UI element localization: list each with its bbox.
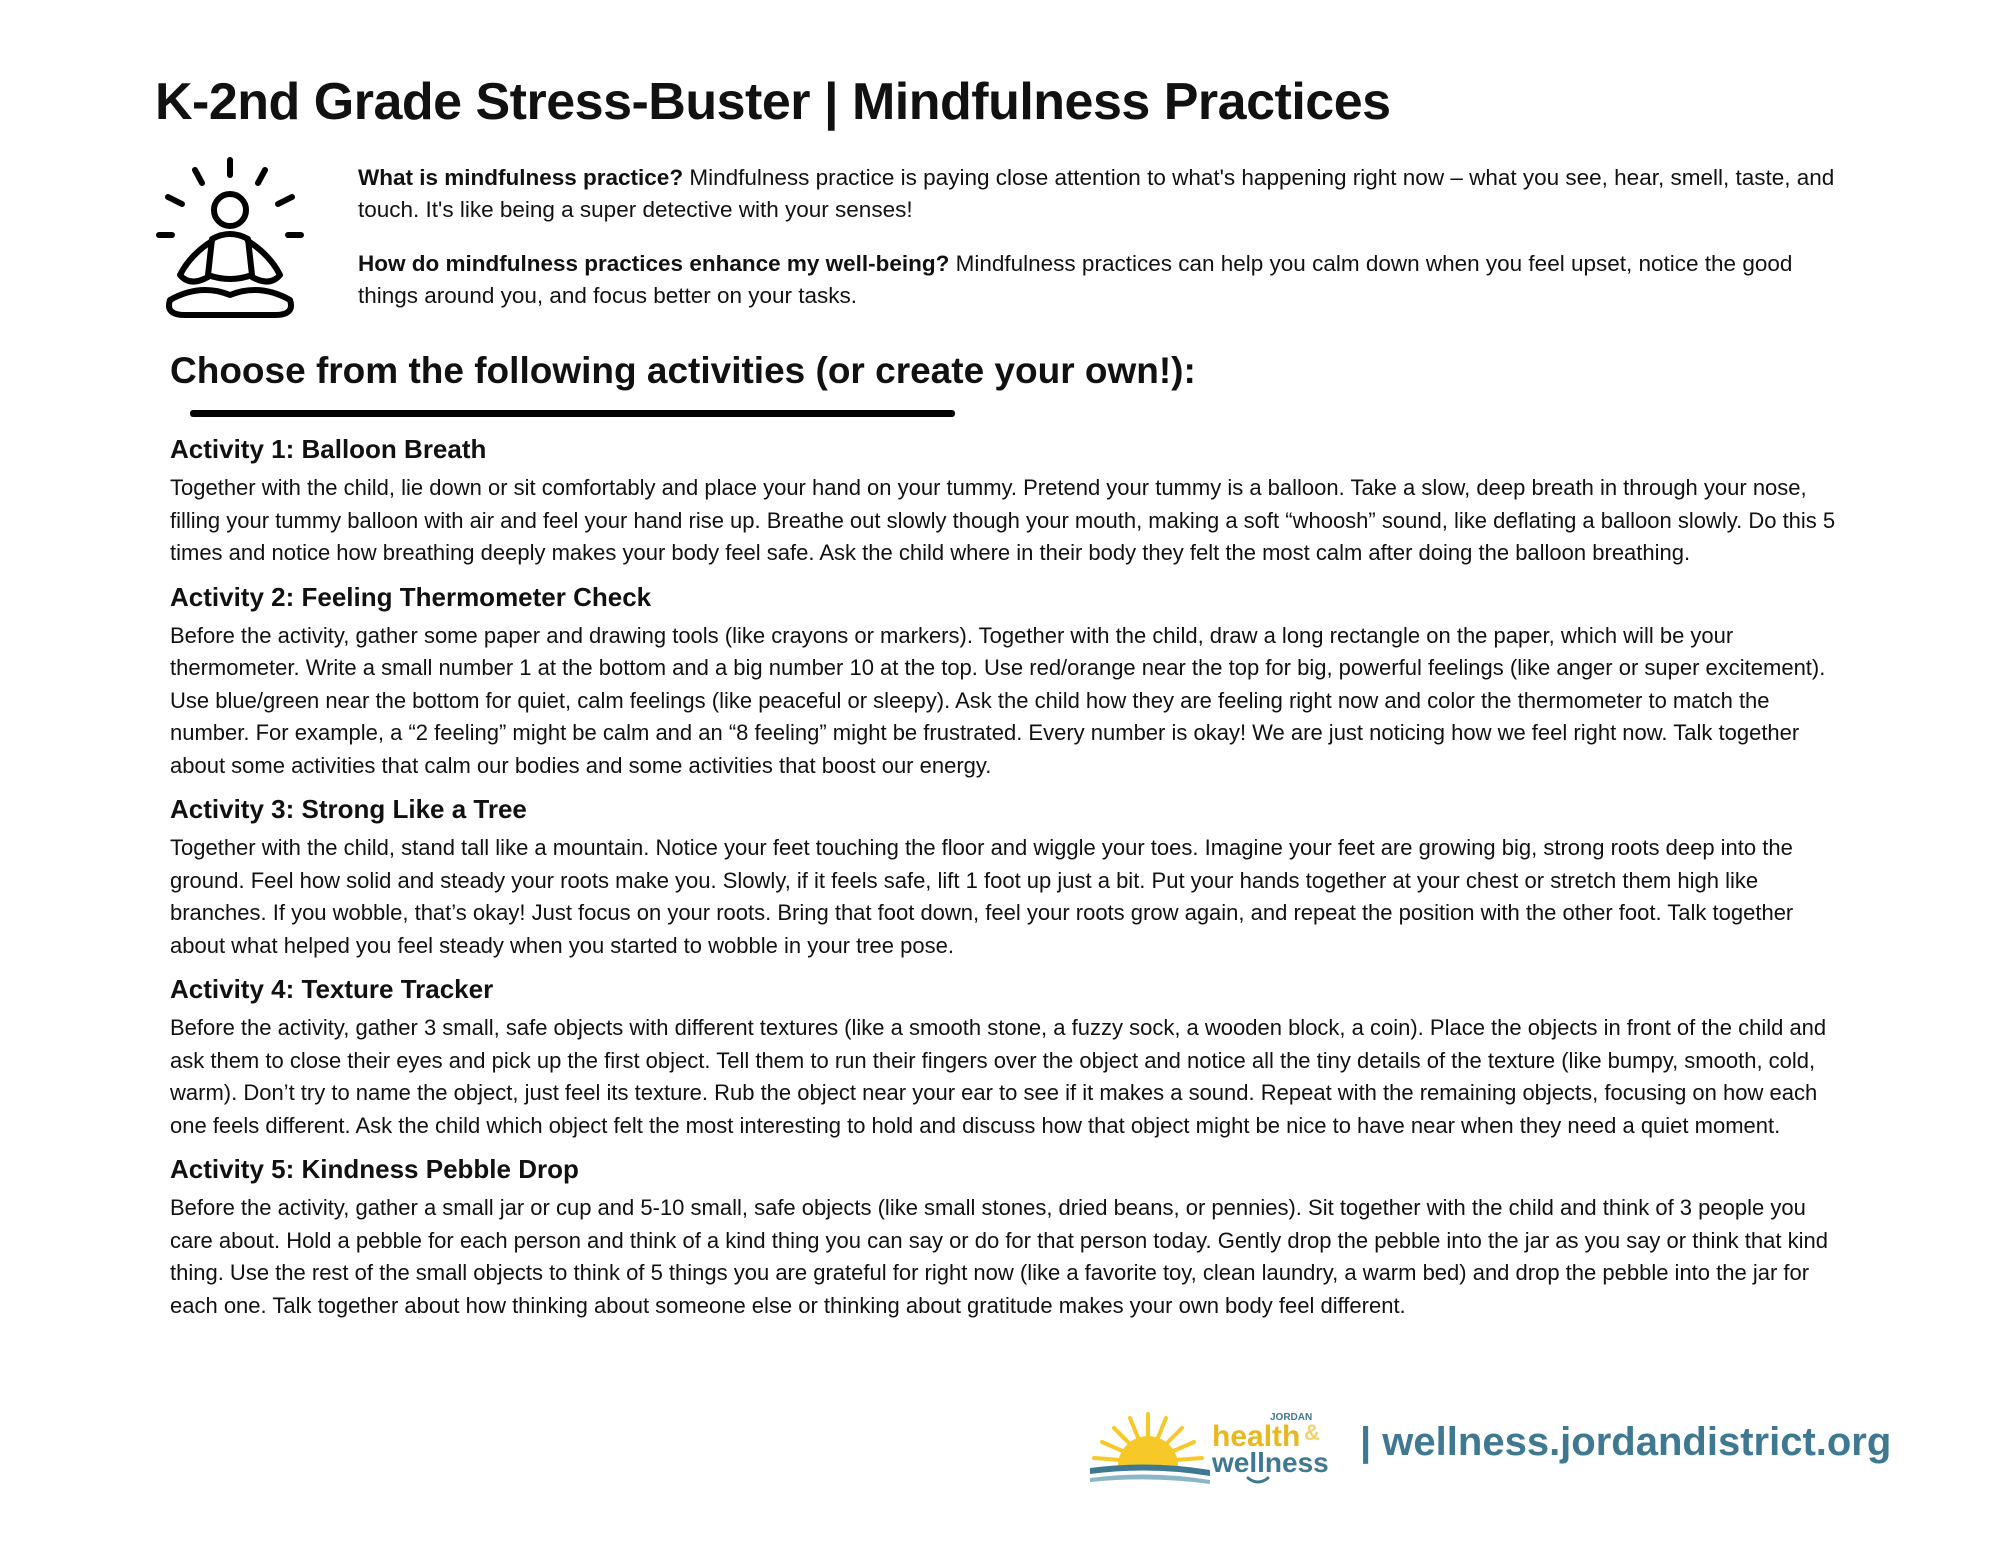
logo-health-text: health [1212,1420,1301,1453]
activity-title: Activity 1: Balloon Breath [170,434,487,464]
activity-description: Together with the child, lie down or sit comfortably and place your hand on your tummy. Pretend your tummy is a balloon. Take a slow, deep breath in through your nose, filling your tummy balloon with air and feel your hand rise up. Breathe out slowly though your mouth, making a soft “whoosh” sound, like deflating a balloon slowly. Do this 5 times and notice how breathing deeply makes your body feel safe. Ask the child where in their body they felt the most calm after doing the balloon breathing. [170,475,1836,565]
activity-description: Before the activity, gather a small jar or cup and 5-10 small, safe objects (like small stones, dried beans, or pennies). Sit together with the child and think of 3 people you care about. Hold a pebble for each person and think of a kind thing you can say or do for that person today. Gently drop the pebble into the jar as you say or think that kind thing. Use the rest of the small objects to think of 5 things you are grateful for right now (like a favorite toy, clean laundry, a warm bed) and drop the pebble into the jar for each one. Talk together about how thinking about someone else or thinking about gratitude makes your own body feel different. [170,1195,1828,1318]
footer-website-link[interactable]: | wellness.jordandistrict.org [1360,1420,1892,1464]
intro-section [358,162,1838,334]
intro-answer: Mindfulness practices can help you calm down when you feel upset, notice the good things around you, and focus better on your tasks. [358,251,1793,308]
intro-question: What is mindfulness practice? [358,165,684,190]
intro-paragraph [358,162,1838,226]
activity-item [170,580,1850,783]
activity-description: Before the activity, gather some paper and drawing tools (like crayons or markers). Together with the child, draw a long rectangle on the paper, which will be your thermometer. Write a small number 1 at the bottom and a big number 10 at the top. Use red/orange near the top for big, powerful feelings (like anger or super excitement). Use blue/green near the bottom for quiet, calm feelings (like peaceful or sleepy). Ask the child how they are feeling right now and color the thermometer to match the number. For example, a “2 feeling” might be calm and an “8 feeling” might be frustrated. Every number is okay! We are just noticing how we feel right now. Talk together about some activities that calm our bodies and some activities that boost our energy. [170,622,1826,778]
activity-title: Activity 2: Feeling Thermometer Check [170,581,652,612]
activities-list [170,432,1850,1332]
intro-paragraph [358,248,1838,312]
activity-item [170,432,1850,570]
activity-description: Before the activity, gather 3 small, safe objects with different textures (like a smooth stone, a fuzzy sock, a wooden block, a coin). Place the objects in front of the child and ask them to close their eyes and pick up the first object. Tell them to run their fingers over the object and notice all the tiny details of the texture (like bumpy, smooth, cold, warm). Don’t try to name the object, just feel its texture. Rub the object near your ear to see if it makes a sound. Repeat with the remaining objects, focusing on how each one feels different. Ask the child which object felt the most interesting to hold and discuss how that object might be nice to have near when they need a quiet moment. [170,1015,1827,1138]
activities-heading: Choose from the following activities (or create your own!): [170,350,1196,391]
intro-question: How do mindfulness practices enhance my well-being? [358,251,950,276]
meditation-figure-icon [150,155,310,325]
activity-item [170,1152,1850,1322]
activity-item [170,792,1850,962]
intro-answer: Mindfulness practice is paying close attention to what's happening right now – what you see, hear, smell, taste, and touch. It's like being a super detective with your senses! [358,165,1835,222]
activity-item [170,972,1850,1142]
page-title: K-2nd Grade Stress-Buster | Mindfulness Practices [155,73,1391,131]
sunrise-logo-icon [1090,1410,1340,1490]
activity-title: Activity 3: Strong Like a Tree [170,794,527,824]
logo-ampersand-text: & [1304,1420,1320,1445]
activity-title: Activity 4: Texture Tracker [170,974,494,1004]
activity-description: Together with the child, stand tall like a mountain. Notice your feet touching the floor and wiggle your toes. Imagine your feet are growing big, strong roots deep into the ground. Feel how solid and steady your roots make you. Slowly, if it feels safe, lift 1 foot up just a bit. Put your hands together at your chest or stretch them high like branches. If you wobble, that’s okay! Just focus on your roots. Bring that foot down, feel your roots grow again, and repeat the position with the other foot. Talk together about what helped you feel steady when you started to wobble in your tree pose. [170,835,1794,958]
logo-wellness-text: wellness [1212,1447,1329,1478]
logo-small-text: JORDAN [1270,1412,1313,1423]
activity-title: Activity 5: Kindness Pebble Drop [170,1154,579,1184]
heading-underline [190,410,955,417]
